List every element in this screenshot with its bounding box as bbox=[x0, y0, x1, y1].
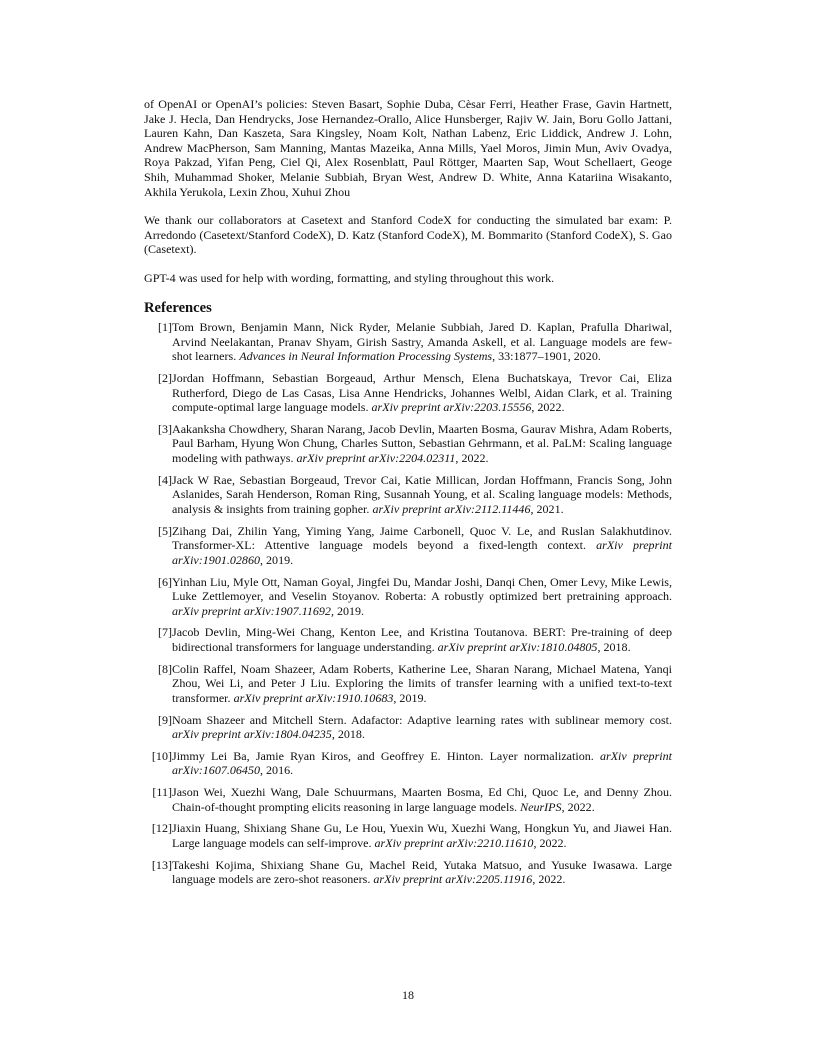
contributors-paragraph: of OpenAI or OpenAI’s policies: Steven Basart, Sophie Duba, Cèsar Ferri, Heather Frase, Gavin Hartnett, Jake J. Hecla, Dan Hendrycks, Jose Hernandez-Orallo, Alice Hunsberger, Rajiv W. Jain, Boru Gollo Jattani, Lauren Kahn, Dan Kaszeta, Sara Kingsley, Noam Kolt, Nathan Labenz, Eric Liddick, Andrew J. Lohn, Andrew MacPherson, Sam Manning, Mantas Mazeika, Anna Mills, Yael Moros, Jimin Mun, Aviv Ovadya, Roya Pakzad, Yifan Peng, Ciel Qi, Alex Rosenblatt, Paul Röttger, Maarten Sap, Wout Schellaert, Geoge Shih, Muhammad Shoker, Melanie Subbiah, Bryan West, Andrew D. White, Anna Katariina Wisakanto, Akhila Yerukola, Lexin Zhou, Xuhui Zhou bbox=[144, 97, 672, 199]
reference-tail: , 2022. bbox=[533, 835, 567, 850]
reference-authors-title: Noam Shazeer and Mitchell Stern. Adafactor: Adaptive learning rates with sublinear memory cost. bbox=[172, 712, 672, 727]
reference-item bbox=[144, 524, 672, 568]
reference-authors-title: Zihang Dai, Zhilin Yang, Yiming Yang, Jaime Carbonell, Quoc V. Le, and Ruslan Salakhutdinov. Transformer-XL: Attentive language models beyond a fixed-length context. bbox=[172, 523, 672, 553]
reference-body bbox=[172, 858, 672, 887]
reference-body bbox=[172, 320, 672, 364]
reference-tail: , 2019. bbox=[260, 552, 294, 567]
reference-item bbox=[144, 749, 672, 778]
references-list bbox=[144, 320, 672, 887]
reference-number: [12] bbox=[151, 821, 172, 836]
reference-item bbox=[144, 785, 672, 814]
reference-tail: , 2019. bbox=[393, 690, 427, 705]
reference-number: [3] bbox=[157, 421, 172, 436]
reference-tail: , 2018. bbox=[331, 727, 365, 742]
reference-authors-title: Jason Wei, Xuezhi Wang, Dale Schuurmans, Maarten Bosma, Ed Chi, Quoc Le, and Denny Zhou. Chain-of-thought prompting elicits reasoning in large language models. bbox=[172, 785, 672, 814]
reference-venue: arXiv preprint arXiv:1907.11692 bbox=[172, 603, 331, 618]
reference-body bbox=[172, 821, 672, 850]
page-number: 18 bbox=[401, 988, 415, 1002]
reference-number: [7] bbox=[157, 625, 172, 640]
reference-item bbox=[144, 575, 672, 619]
reference-number: [5] bbox=[157, 523, 172, 538]
reference-item bbox=[144, 320, 672, 364]
references-heading: References bbox=[144, 299, 212, 316]
reference-tail: , 2019. bbox=[330, 603, 365, 618]
reference-number: [9] bbox=[157, 712, 172, 727]
reference-venue: arXiv preprint arXiv:2112.11446 bbox=[372, 501, 531, 516]
reference-body bbox=[172, 371, 672, 415]
reference-item bbox=[144, 473, 672, 517]
reference-venue: arXiv preprint arXiv:2205.11916 bbox=[373, 872, 533, 887]
reference-venue: arXiv preprint arXiv:1810.04805 bbox=[437, 639, 598, 654]
reference-body bbox=[172, 473, 672, 517]
reference-venue: arXiv preprint arXiv:1910.10683 bbox=[233, 690, 394, 705]
reference-number: [1] bbox=[157, 320, 172, 335]
reference-authors-title: Jiaxin Huang, Shixiang Shane Gu, Le Hou, Yuexin Wu, Xuezhi Wang, Hongkun Yu, and Jiawei Han. Large language models can self-improve. bbox=[172, 821, 672, 850]
reference-number: [10] bbox=[151, 748, 172, 763]
reference-body bbox=[172, 524, 672, 568]
reference-venue: arXiv preprint arXiv:1607.06450 bbox=[172, 748, 672, 778]
reference-authors-title: Tom Brown, Benjamin Mann, Nick Ryder, Melanie Subbiah, Jared D. Kaplan, Prafulla Dhariwal, Arvind Neelakantan, Pranav Shyam, Girish Sastry, Amanda Askell, et al. Language models are few-shot learners. bbox=[172, 320, 672, 364]
reference-tail: , 2022. bbox=[455, 451, 489, 466]
reference-venue: Advances in Neural Information Processing Systems bbox=[239, 349, 493, 364]
reference-authors-title: Colin Raffel, Noam Shazeer, Adam Roberts, Katherine Lee, Sharan Narang, Michael Matena, Yanqi Zhou, Wei Li, and Peter J Liu. Exploring the limits of transfer learning with a unified text-to-text transformer. bbox=[172, 661, 672, 705]
reference-tail: , 2022. bbox=[561, 799, 595, 814]
reference-item bbox=[144, 422, 672, 466]
reference-authors-title: Takeshi Kojima, Shixiang Shane Gu, Machel Reid, Yutaka Matsuo, and Yusuke Iwasawa. Large language models are zero-shot reasoners. bbox=[172, 857, 672, 887]
reference-tail: , 33:1877–1901, 2020. bbox=[492, 349, 601, 364]
reference-tail: , 2016. bbox=[260, 763, 294, 778]
reference-venue: arXiv preprint arXiv:1804.04235 bbox=[172, 727, 332, 742]
reference-body bbox=[172, 625, 672, 654]
reference-tail: , 2018. bbox=[597, 639, 631, 654]
gpt4-note-paragraph: GPT-4 was used for help with wording, formatting, and styling throughout this work. bbox=[144, 270, 555, 285]
reference-venue: arXiv preprint arXiv:2204.02311 bbox=[296, 451, 456, 466]
reference-number: [6] bbox=[157, 574, 172, 589]
reference-authors-title: Jordan Hoffmann, Sebastian Borgeaud, Arthur Mensch, Elena Buchatskaya, Trevor Cai, Eliza Rutherford, Diego de Las Casas, Lisa Anne Hendricks, Johannes Welbl, Aidan Clark, et al. Training compute-optimal large language models. bbox=[172, 371, 672, 415]
collaborators-paragraph: We thank our collaborators at Casetext and Stanford CodeX for conducting the simulated bar exam: P. Arredondo (Casetext/Stanford CodeX), D. Katz (Stanford CodeX), M. Bommarito (Stanford CodeX), S. Gao (Casetext). bbox=[144, 213, 672, 257]
reference-number: [2] bbox=[157, 371, 172, 385]
reference-authors-title: Jimmy Lei Ba, Jamie Ryan Kiros, and Geoffrey E. Hinton. Layer normalization. bbox=[172, 748, 594, 763]
reference-tail: , 2021. bbox=[530, 501, 564, 516]
reference-venue: arXiv preprint arXiv:1901.02860 bbox=[172, 538, 672, 567]
reference-authors-title: Aakanksha Chowdhery, Sharan Narang, Jacob Devlin, Maarten Bosma, Gaurav Mishra, Adam Roberts, Paul Barham, Hyung Won Chung, Charles Sutton, Sebastian Gehrmann, et al. PaLM: Scaling language modeling with pathways. bbox=[172, 421, 672, 466]
reference-number: [4] bbox=[157, 472, 172, 487]
reference-item bbox=[144, 821, 672, 850]
reference-item bbox=[144, 371, 672, 415]
reference-body bbox=[172, 713, 672, 742]
reference-number: [13] bbox=[151, 857, 172, 872]
reference-number: [8] bbox=[157, 661, 172, 676]
reference-authors-title: Jack W Rae, Sebastian Borgeaud, Trevor Cai, Katie Millican, Jordan Hoffmann, Francis Song, John Aslanides, Sarah Henderson, Roman Ring, Susannah Young, et al. Scaling language models: Methods, analysis & insights from training gopher. bbox=[172, 472, 672, 516]
reference-number: [11] bbox=[152, 785, 172, 800]
page-content bbox=[144, 97, 672, 894]
reference-tail: , 2022. bbox=[532, 872, 566, 887]
reference-item bbox=[144, 858, 672, 887]
reference-tail: , 2022. bbox=[531, 400, 565, 415]
reference-authors-title: Yinhan Liu, Myle Ott, Naman Goyal, Jingfei Du, Mandar Joshi, Danqi Chen, Omer Levy, Mike Lewis, Luke Zettlemoyer, and Veselin Stoyanov. Roberta: A robustly optimized bert pretraining approach. bbox=[172, 574, 672, 604]
reference-body bbox=[172, 662, 672, 706]
reference-venue: NeurIPS bbox=[520, 799, 562, 814]
reference-body bbox=[172, 575, 672, 619]
reference-authors-title: Jacob Devlin, Ming-Wei Chang, Kenton Lee, and Kristina Toutanova. BERT: Pre-training of deep bidirectional transformers for language understanding. bbox=[172, 625, 672, 654]
reference-body bbox=[172, 785, 672, 814]
reference-item bbox=[144, 713, 672, 742]
reference-item bbox=[144, 625, 672, 654]
reference-body bbox=[172, 422, 672, 466]
reference-venue: arXiv preprint arXiv:2210.11610 bbox=[374, 835, 534, 850]
reference-venue: arXiv preprint arXiv:2203.15556 bbox=[371, 400, 532, 415]
reference-body bbox=[172, 749, 672, 778]
reference-item bbox=[144, 662, 672, 706]
